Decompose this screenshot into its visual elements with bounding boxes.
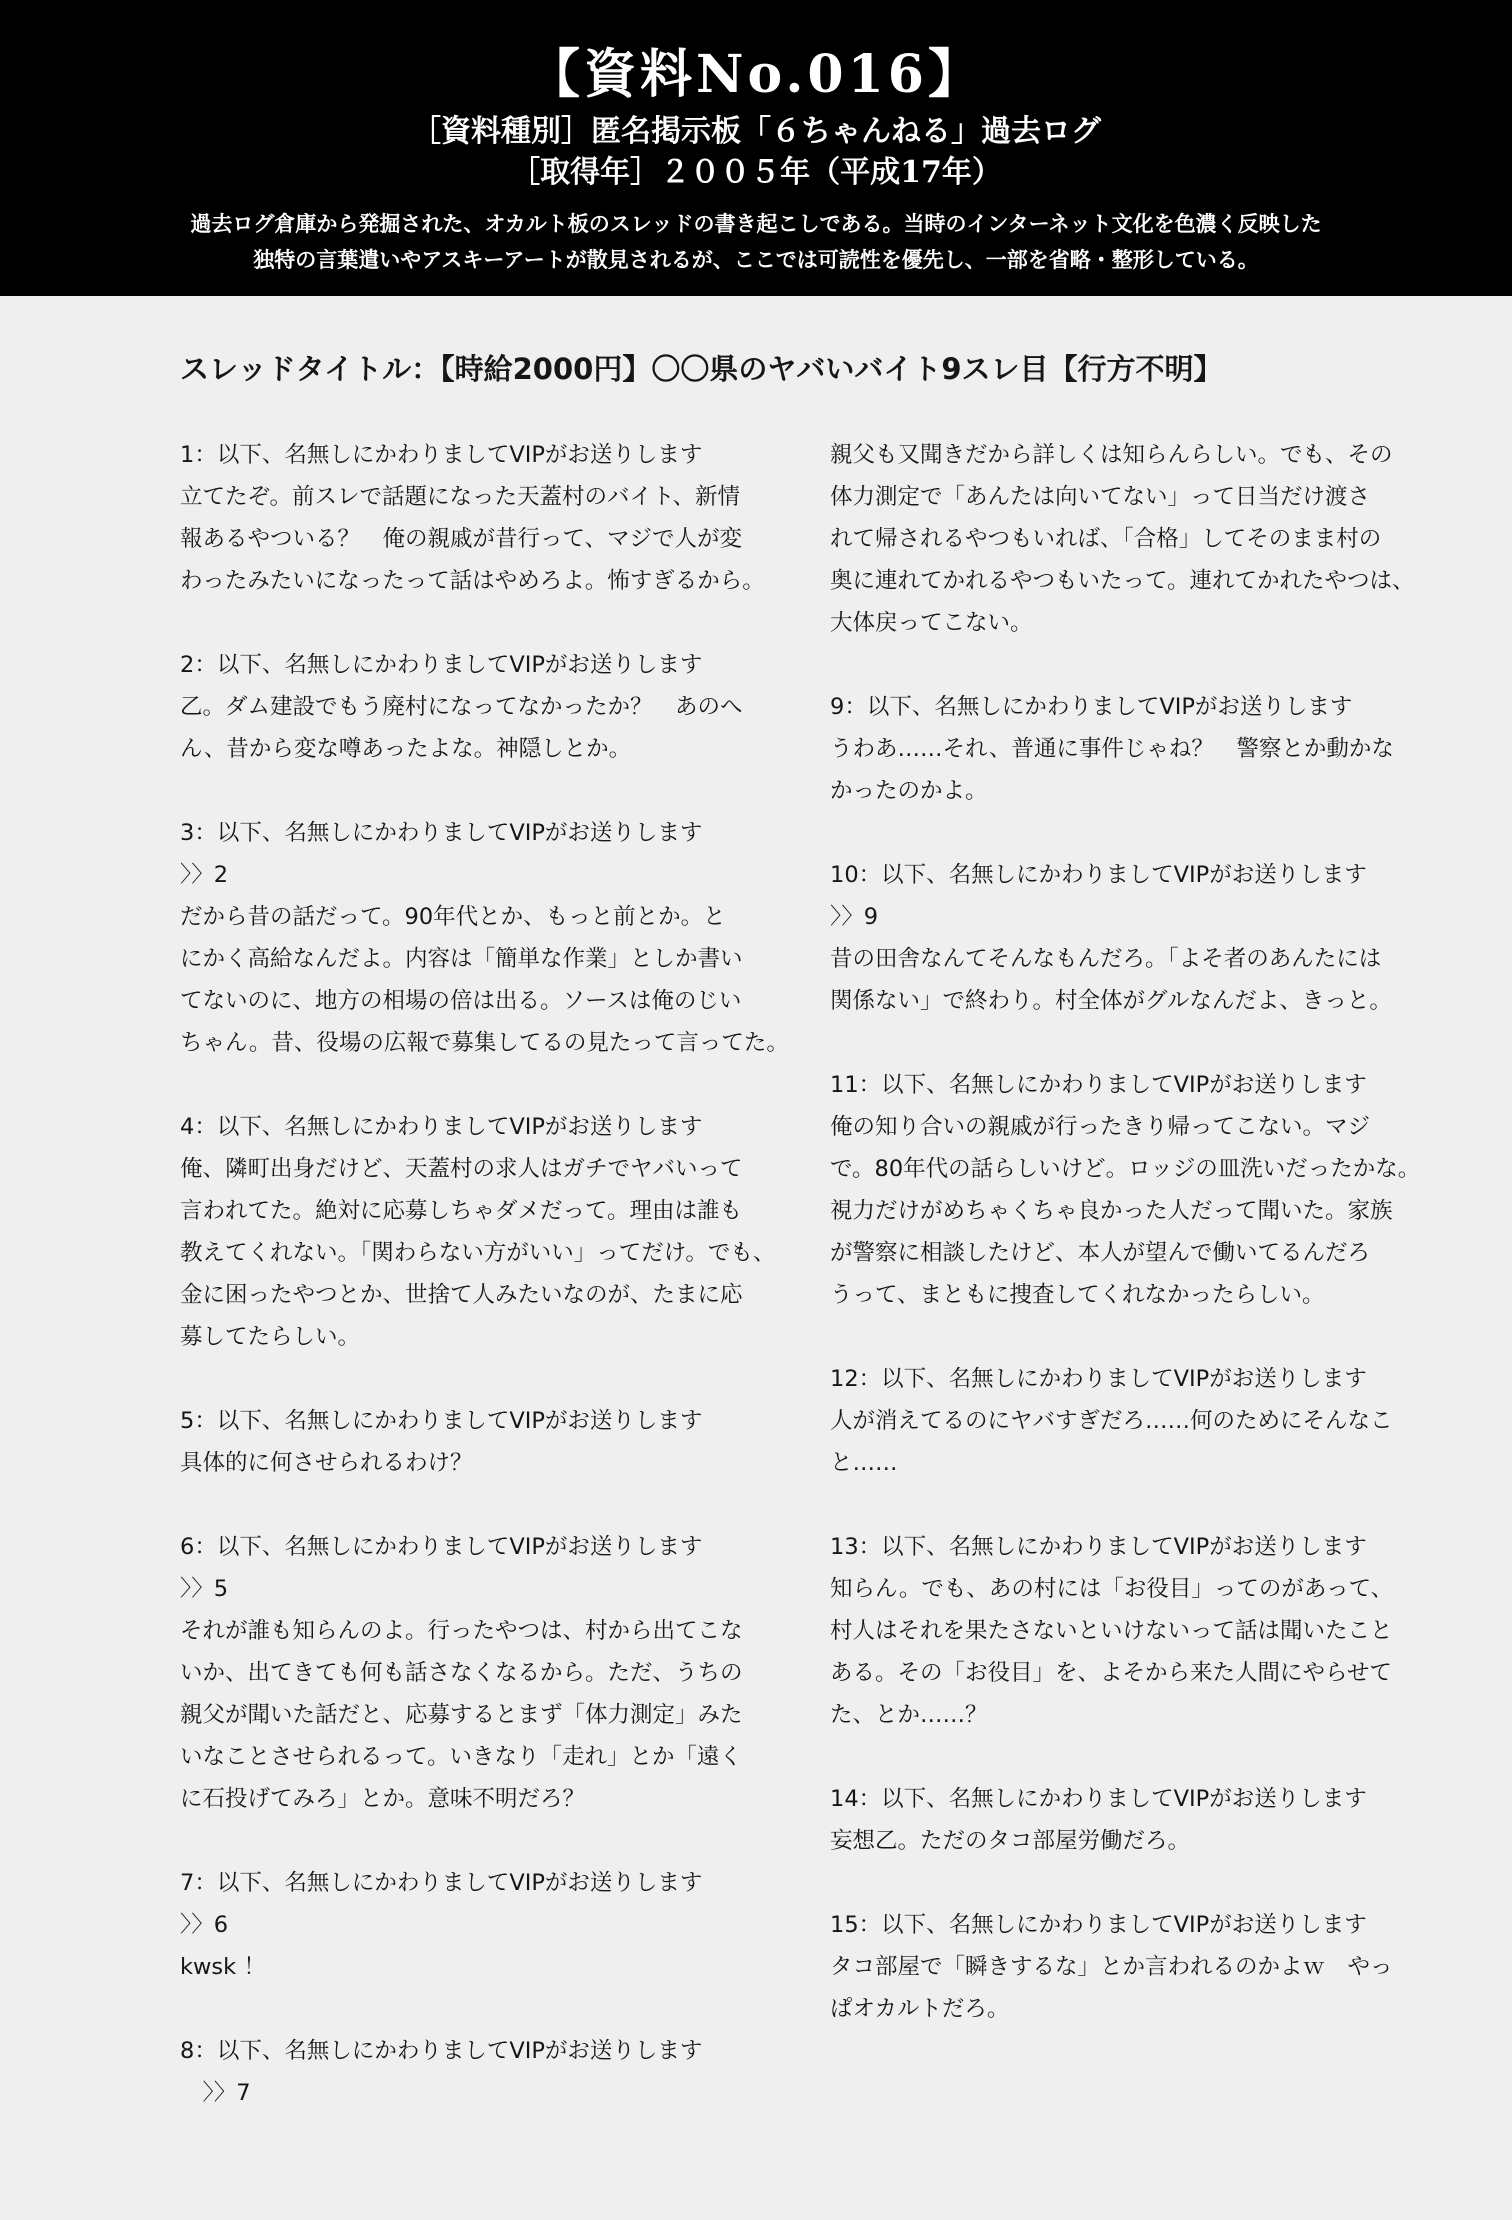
- post-line: かったのかよ。: [830, 778, 988, 804]
- thread-post: [830, 1904, 1450, 2030]
- thread-post: [180, 434, 800, 602]
- post-line: ん、昔から変な噂あったよな。神隠しとか。: [180, 736, 632, 762]
- post-line: 〉〉2: [180, 862, 229, 888]
- post-line: 〉〉6: [180, 1912, 229, 1938]
- thread-post: [830, 686, 1450, 812]
- post-line: 親父が聞いた話だと、応募するとまず「体力測定」みた: [180, 1702, 743, 1728]
- post-line: わったみたいになったって話はやめろよ。怖すぎるから。: [180, 568, 765, 594]
- post-line: 報あるやついる？ 俺の親戚が昔行って、マジで人が変: [180, 526, 743, 552]
- thread-title: スレッドタイトル：【時給2000円】〇〇県のヤバいバイト9スレ目【行方不明】: [180, 352, 1223, 386]
- post-header: 5：以下、名無しにかわりましてVIPがお送りします: [180, 1408, 703, 1434]
- post-line: 関係ない」で終わり。村全体がグルなんだよ、きっと。: [830, 988, 1392, 1014]
- post-line: 言われてた。絶対に応募しちゃダメだって。理由は誰も: [180, 1198, 743, 1224]
- thread-post: [830, 1358, 1450, 1484]
- post-line: 村人はそれを果たさないといけないって話は聞いたこと: [830, 1618, 1393, 1644]
- thread-post: [830, 1778, 1450, 1862]
- post-header: 3：以下、名無しにかわりましてVIPがお送りします: [180, 820, 703, 846]
- post-line: と……: [830, 1450, 898, 1476]
- post-line: 親父も又聞きだから詳しくは知らんらしい。でも、その: [830, 442, 1393, 468]
- thread-post: [180, 1526, 800, 1820]
- post-header: 15：以下、名無しにかわりましてVIPがお送りします: [830, 1912, 1367, 1938]
- document-description-line-1: 過去ログ倉庫から発掘された、オカルト板のスレッドの書き起こしである。当時のインターネット文化を色濃く反映した: [190, 211, 1322, 236]
- post-line: 人が消えてるのにヤバすぎだろ……何のためにそんなこ: [830, 1408, 1393, 1434]
- post-line: 俺の知り合いの親戚が行ったきり帰ってこない。マジ: [830, 1114, 1371, 1140]
- thread-post: [180, 1400, 800, 1484]
- post-line: で。80年代の話らしいけど。ロッジの皿洗いだったかな。: [830, 1156, 1421, 1182]
- post-line: 乙。ダム建設でもう廃村になってなかったか？ あのへ: [180, 694, 743, 720]
- thread-post: [180, 812, 800, 1064]
- right-column: [830, 434, 1450, 2072]
- post-line: てないのに、地方の相場の倍は出る。ソースは俺のじい: [180, 988, 742, 1014]
- thread-post: [830, 434, 1450, 644]
- document-type: ［資料種別］匿名掲示板「６ちゃんねる」過去ログ: [411, 114, 1101, 149]
- post-header: 7：以下、名無しにかわりましてVIPがお送りします: [180, 1870, 703, 1896]
- post-header: 14：以下、名無しにかわりましてVIPがお送りします: [830, 1786, 1367, 1812]
- post-line: 視力だけがめちゃくちゃ良かった人だって聞いた。家族: [830, 1198, 1393, 1224]
- post-line: 金に困ったやつとか、世捨て人みたいなのが、たまに応: [180, 1282, 743, 1308]
- post-line: いか、出てきても何も話さなくなるから。ただ、うちの: [180, 1660, 743, 1686]
- post-line: うって、まともに捜査してくれなかったらしい。: [830, 1282, 1325, 1308]
- post-header: 2：以下、名無しにかわりましてVIPがお送りします: [180, 652, 703, 678]
- post-line: ある。その「お役目」を、よそから来た人間にやらせて: [830, 1660, 1392, 1686]
- post-line: kwsk ！: [180, 1954, 266, 1980]
- post-line: にかく高給なんだよ。内容は「簡単な作業」としか書い: [180, 946, 743, 972]
- post-line: 知らん。でも、あの村には「お役目」ってのがあって、: [830, 1576, 1394, 1602]
- thread-post: [180, 2030, 800, 2114]
- post-header: 11：以下、名無しにかわりましてVIPがお送りします: [830, 1072, 1367, 1098]
- post-line: 具体的に何させられるわけ？: [180, 1450, 473, 1476]
- post-line: 昔の田舎なんてそんなもんだろ。「よそ者のあんたには: [830, 946, 1382, 972]
- post-line: それが誰も知らんのよ。行ったやつは、村から出てこな: [180, 1618, 743, 1644]
- post-line: うわあ……それ、普通に事件じゃね？ 警察とか動かな: [830, 736, 1394, 762]
- post-line: 〉〉7: [180, 2080, 251, 2106]
- thread-post: [180, 644, 800, 770]
- post-line: タコ部屋で「瞬きするな」とか言われるのかよｗ やっ: [830, 1954, 1393, 1980]
- acquisition-year: ［取得年］２００５年（平成17年）: [510, 155, 1002, 190]
- thread-post: [180, 1862, 800, 1988]
- thread-post: [830, 1526, 1450, 1736]
- post-line: れて帰されるやつもいれば、「合格」してそのまま村の: [830, 526, 1382, 552]
- post-line: だから昔の話だって。90年代とか、もっと前とか。と: [180, 904, 726, 930]
- post-line: 〉〉5: [180, 1576, 229, 1602]
- post-line: 体力測定で「あんたは向いてない」って日当だけ渡さ: [830, 484, 1371, 510]
- post-line: ちゃん。昔、役場の広報で募集してるの見たって言ってた。: [180, 1030, 789, 1056]
- post-header: 6：以下、名無しにかわりましてVIPがお送りします: [180, 1534, 703, 1560]
- post-line: が警察に相談したけど、本人が望んで働いてるんだろ: [830, 1240, 1371, 1266]
- post-line: 俺、隣町出身だけど、天蓋村の求人はガチでヤバいって: [180, 1156, 743, 1182]
- post-header: 10：以下、名無しにかわりましてVIPがお送りします: [830, 862, 1367, 888]
- document-title: 【資料No.016】: [528, 44, 984, 105]
- post-line: 〉〉9: [830, 904, 879, 930]
- post-line: 募してたらしい。: [180, 1324, 361, 1350]
- left-column: [180, 434, 800, 2156]
- post-line: ぱオカルトだろ。: [830, 1996, 1010, 2022]
- post-line: 大体戻ってこない。: [830, 610, 1033, 636]
- post-header: 8：以下、名無しにかわりましてVIPがお送りします: [180, 2038, 703, 2064]
- post-line: 奥に連れてかれるやつもいたって。連れてかれたやつは、: [830, 568, 1415, 594]
- post-line: に石投げてみろ」とか。意味不明だろ？: [180, 1786, 586, 1812]
- thread-post: [830, 1064, 1450, 1316]
- post-header: 12：以下、名無しにかわりましてVIPがお送りします: [830, 1366, 1367, 1392]
- post-line: いなことさせられるって。いきなり「走れ」とか「遠く: [180, 1744, 743, 1770]
- post-line: 妄想乙。ただのタコ部屋労働だろ。: [830, 1828, 1191, 1854]
- post-header: 4：以下、名無しにかわりましてVIPがお送りします: [180, 1114, 703, 1140]
- thread-post: [180, 1106, 800, 1358]
- post-header: 9：以下、名無しにかわりましてVIPがお送りします: [830, 694, 1353, 720]
- document-description-line-2: 独特の言葉遣いやアスキーアートが散見されるが、ここでは可読性を優先し、一部を省略・整形している。: [253, 247, 1259, 272]
- post-line: た、とか……？: [830, 1702, 988, 1728]
- thread-post: [830, 854, 1450, 1022]
- post-line: 教えてくれない。「関わらない方がいい」ってだけ。でも、: [180, 1240, 776, 1266]
- post-header: 13：以下、名無しにかわりましてVIPがお送りします: [830, 1534, 1367, 1560]
- post-line: 立てたぞ。前スレで話題になった天蓋村のバイト、新情: [180, 484, 741, 510]
- document-header: [0, 0, 1512, 296]
- post-header: 1：以下、名無しにかわりましてVIPがお送りします: [180, 442, 703, 468]
